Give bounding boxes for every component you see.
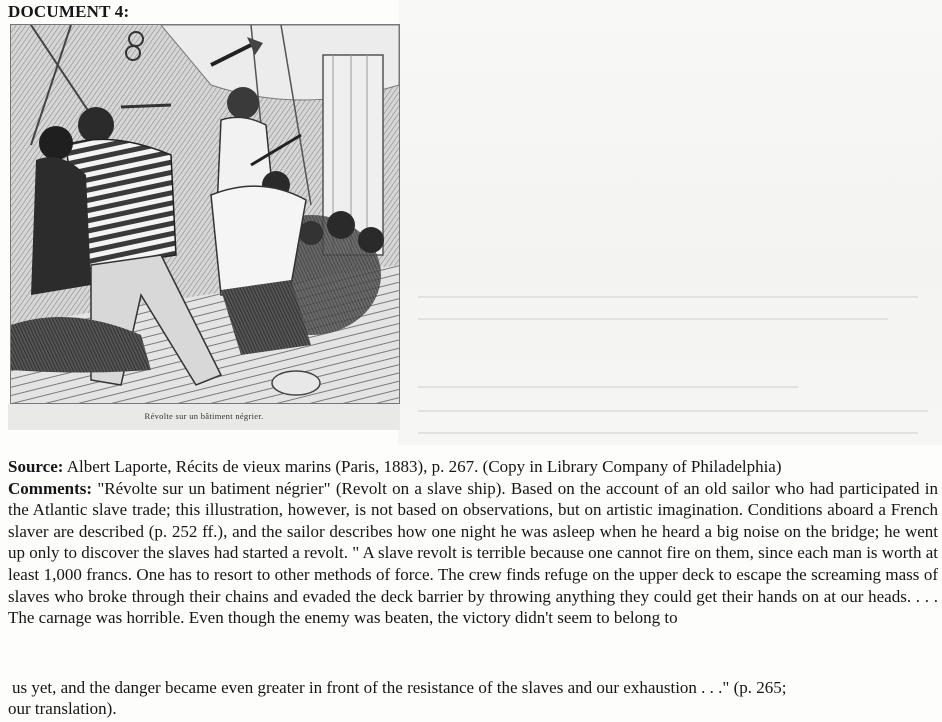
source-text: Albert Laporte, Récits de vieux marins (Paris, 1883), p. 267. (Copy in Library Company of Philadelphia) bbox=[66, 457, 782, 476]
continuation-line-2: our translation). bbox=[8, 699, 117, 718]
document-text-block bbox=[8, 456, 938, 629]
facing-page-bleed-through bbox=[398, 0, 942, 445]
caption-strip bbox=[8, 404, 400, 430]
engraving-illustration bbox=[11, 25, 399, 403]
source-label: Source: bbox=[8, 457, 64, 476]
figure-caption: Révolte sur un bâtiment négrier. bbox=[144, 411, 264, 421]
comments-continuation bbox=[8, 677, 938, 719]
source-paragraph bbox=[8, 456, 938, 478]
comments-text: "Révolte sur un batiment négrier" (Revolt on a slave ship). Based on the account of an old sailor who had participated in the Atlantic slave trade; this illustration, however, is not based on observations, but on artistic imagination. Conditions aboard a French slaver are described (p. 252 ff.), and the sailor describes how one night he was asleep when he heard a big noise on the bridge; he went up only to discover the slaves had started a revolt. " A slave revolt is terrible because one cannot fire on them, since each man is worth at least 1,000 francs. One has to resort to other methods of force. The crew finds refuge on the upper deck to escape the screaming mass of slaves who broke through their chains and evaded the deck barrier by throwing anything they could get their hands on at our heads. . . . The carnage was horrible. Even though the enemy was beaten, the victory didn't seem to belong to bbox=[8, 478, 939, 628]
comments-paragraph bbox=[8, 478, 938, 629]
slave-revolt-engraving bbox=[10, 24, 400, 404]
document-heading: DOCUMENT 4: bbox=[8, 2, 130, 21]
continuation-line-1: us yet, and the danger became even greater in front of the resistance of the slaves and our exhaustion . . ." (p. 265; bbox=[12, 678, 787, 697]
comments-label: Comments: bbox=[8, 478, 93, 498]
